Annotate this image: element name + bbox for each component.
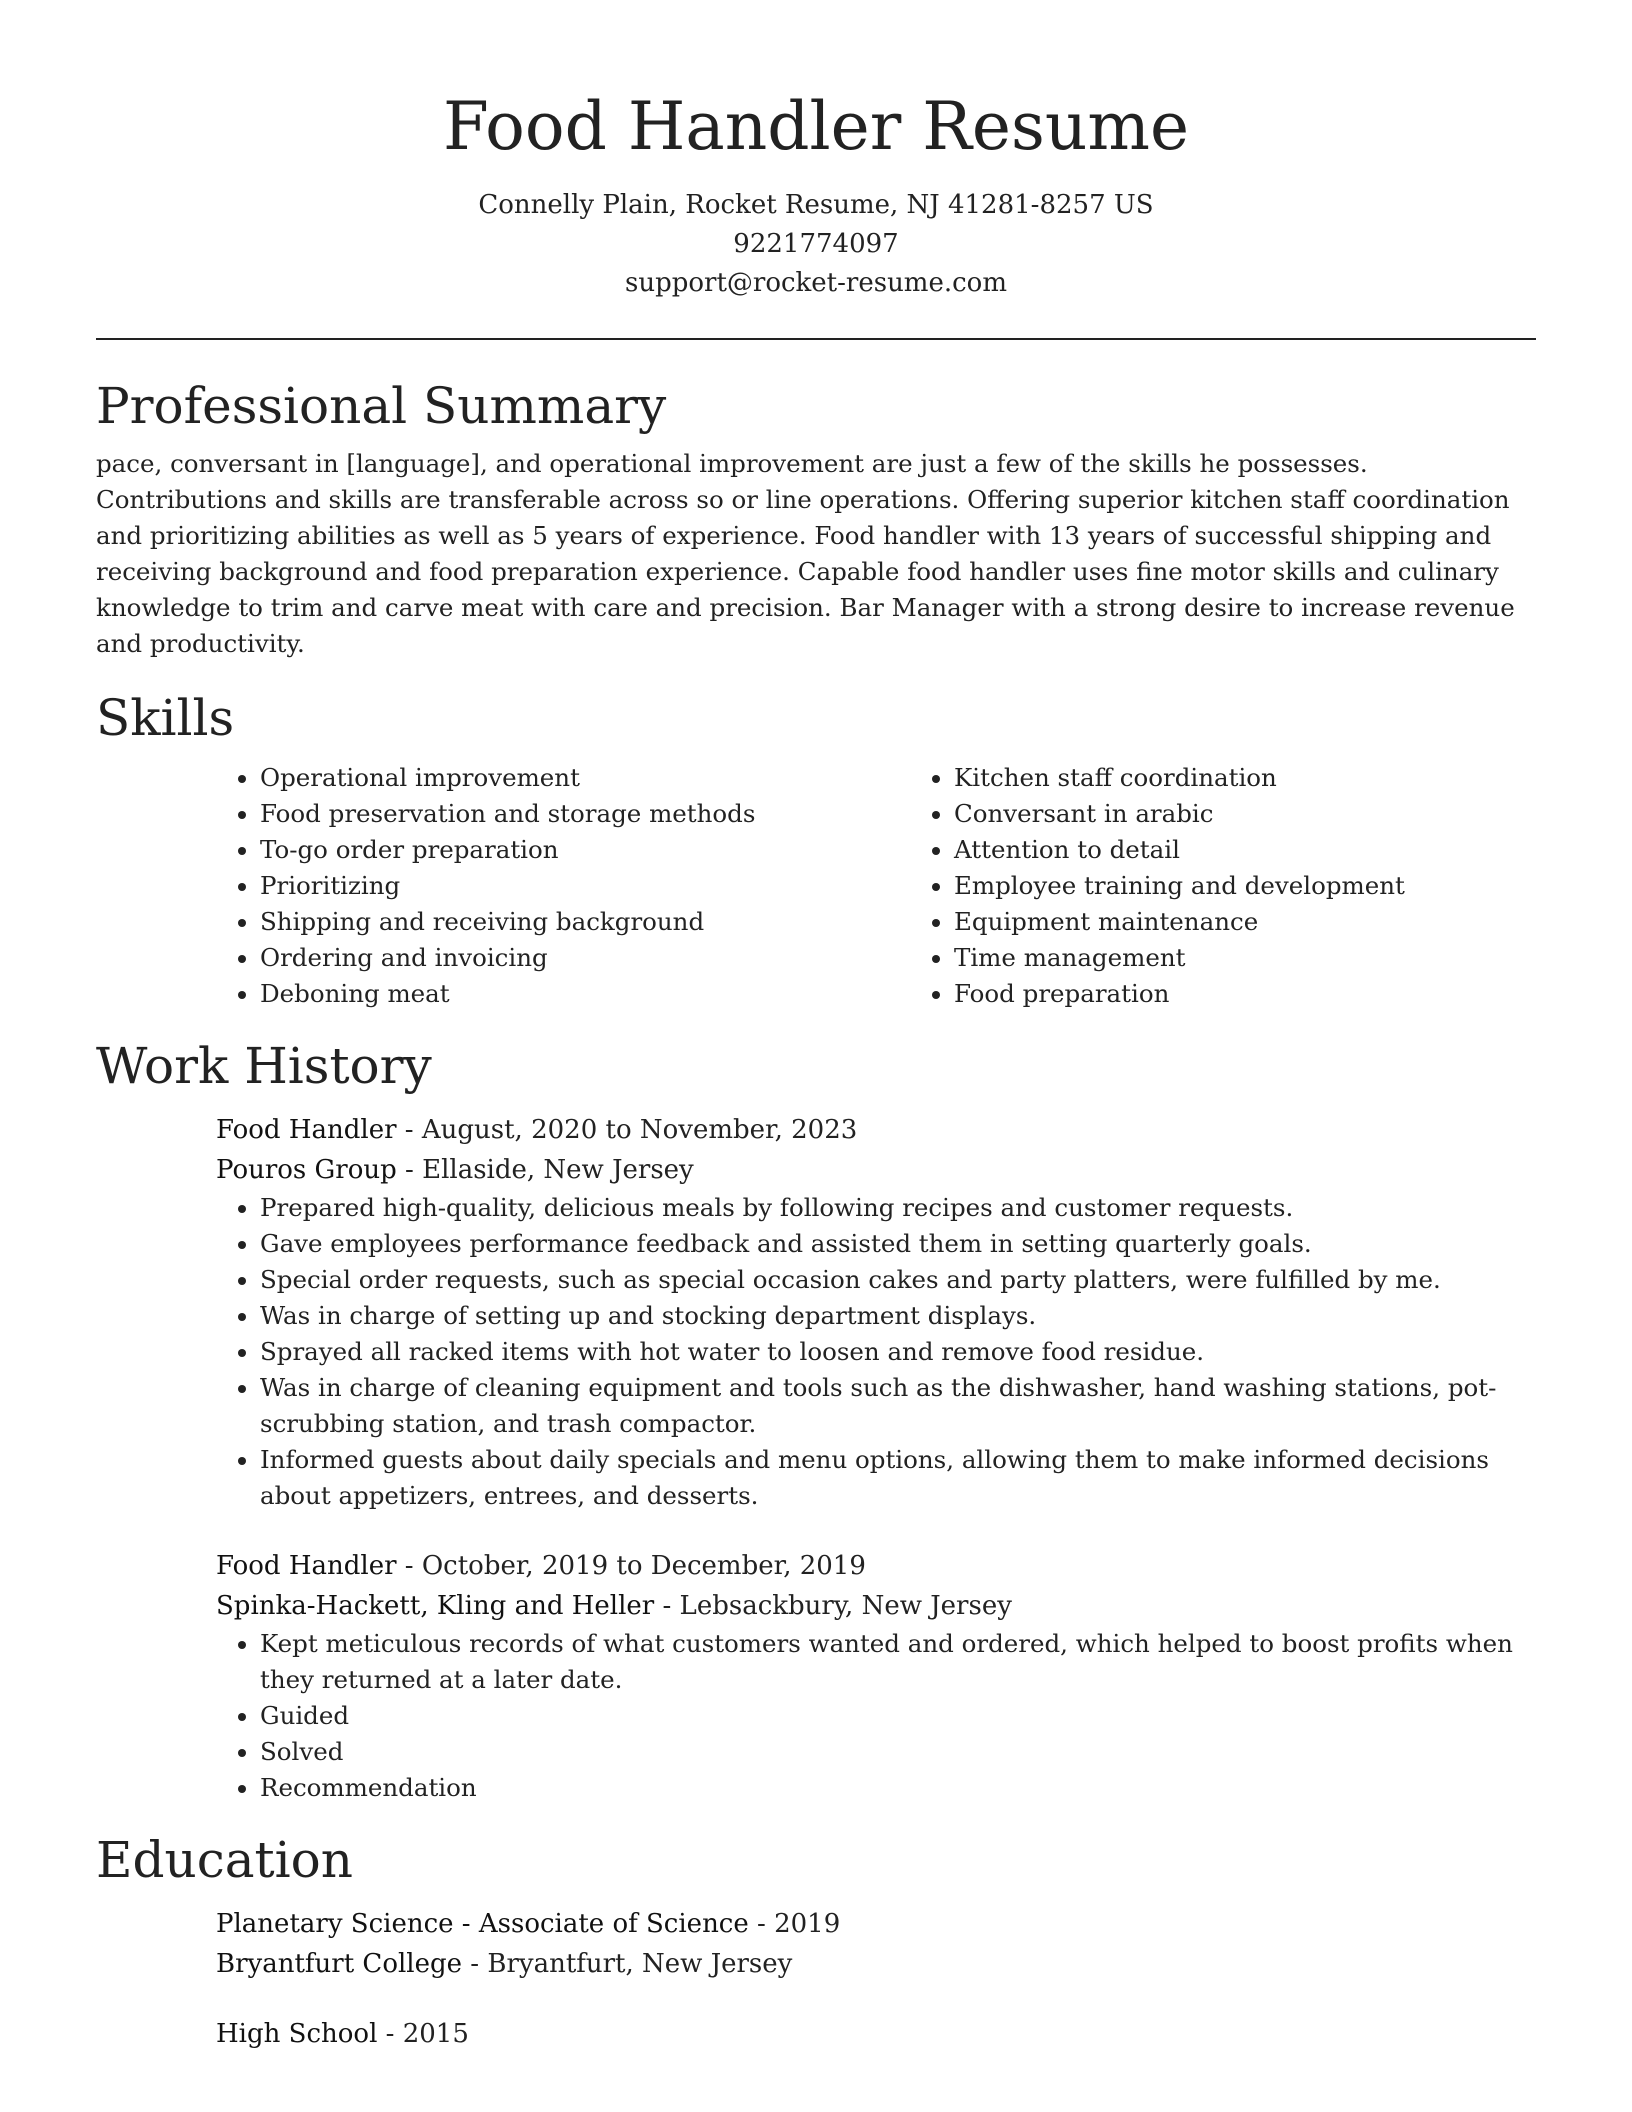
skill-item: • To-go order preparation	[260, 832, 910, 868]
education-section	[96, 1830, 1536, 2054]
job-duty: • Gave employees performance feedback and assisted them in setting quarterly goals.	[260, 1226, 1536, 1262]
education-school-line	[216, 1944, 1536, 1984]
job-location: - Lebsackbury, New Jersey	[654, 1591, 1012, 1621]
skills-list-left	[216, 760, 910, 1012]
contact-email: support@rocket-resume.com	[624, 268, 1007, 298]
summary-text: pace, conversant in [language], and operational improvement are just a few of the skills he possesses. Contributions and skills are transferable across so or line operations. Offering superior kitchen staff coordination and prioritizing abilities as well as 5 years of experience. Food handler with 13 years of successful shipping and receiving background and food preparation experience. Capable food handler uses fine motor skills and culinary knowledge to trim and carve meat with care and precision. Bar Manager with a strong desire to increase revenue and productivity.	[96, 449, 1515, 658]
work-history-heading: Work History	[96, 1037, 432, 1095]
job-duty: • Was in charge of cleaning equipment and tools such as the dishwasher, hand washing stations, pot-scrubbing station, and trash compactor.	[260, 1370, 1536, 1442]
skills-columns	[216, 760, 1536, 1012]
skill-item: • Kitchen staff coordination	[954, 760, 1604, 796]
skills-heading: Skills	[96, 689, 235, 747]
job-duty: • Prepared high-quality, delicious meals by following recipes and customer requests.	[260, 1190, 1536, 1226]
summary-section	[96, 376, 1536, 662]
education-degree: Planetary Science - Associate of Science	[216, 1909, 749, 1939]
contact-phone: 9221774097	[733, 229, 899, 259]
job-company: Pouros Group	[216, 1155, 397, 1185]
resume-page	[96, 0, 1536, 2054]
header-divider	[96, 338, 1536, 340]
job-entry	[216, 1546, 1536, 1806]
skill-item: • Prioritizing	[260, 868, 910, 904]
job-duty: • Guided	[260, 1698, 1536, 1734]
skill-item: • Ordering and invoicing	[260, 940, 910, 976]
skill-item: • Conversant in arabic	[954, 796, 1604, 832]
job-title-line	[216, 1546, 1536, 1586]
contact-address: Connelly Plain, Rocket Resume, NJ 41281-8257 US	[478, 190, 1154, 220]
education-degree: High School	[216, 2019, 378, 2049]
education-year: - 2019	[748, 1909, 841, 1939]
skill-item: • Employee training and development	[954, 868, 1604, 904]
job-duties-list	[216, 1626, 1536, 1806]
skill-item: • Equipment maintenance	[954, 904, 1604, 940]
skills-section	[96, 688, 1536, 1012]
skill-item: • Food preparation	[954, 976, 1604, 1012]
job-duty: • Special order requests, such as special occasion cakes and party platters, were fulfilled by me.	[260, 1262, 1536, 1298]
education-location: - Bryantfurt, New Jersey	[462, 1949, 793, 1979]
skill-item: • Operational improvement	[260, 760, 910, 796]
job-dates: - August, 2020 to November, 2023	[396, 1115, 858, 1145]
job-duty: • Informed guests about daily specials and menu options, allowing them to make informed decisions about appetizers, entrees, and desserts.	[260, 1442, 1536, 1514]
job-dates: - October, 2019 to December, 2019	[396, 1551, 866, 1581]
skills-list-right	[910, 760, 1604, 1012]
job-duty: • Kept meticulous records of what customers wanted and ordered, which helped to boost profits when they returned at a later date.	[260, 1626, 1536, 1698]
job-location: - Ellaside, New Jersey	[396, 1155, 694, 1185]
job-company-line	[216, 1150, 1536, 1190]
education-degree-line	[216, 2014, 1536, 2054]
job-duty: • Recommendation	[260, 1770, 1536, 1806]
job-duties-list	[216, 1190, 1536, 1514]
skill-item: • Food preservation and storage methods	[260, 796, 910, 832]
education-heading: Education	[96, 1831, 353, 1889]
job-entry	[216, 1110, 1536, 1514]
resume-title: Food Handler Resume	[442, 88, 1189, 165]
education-degree-line	[216, 1904, 1536, 1944]
skill-item: • Attention to detail	[954, 832, 1604, 868]
work-history-section	[96, 1036, 1536, 1806]
skill-item: • Time management	[954, 940, 1604, 976]
resume-header	[96, 0, 1536, 303]
job-title: Food Handler	[216, 1115, 397, 1145]
education-entry	[216, 1904, 1536, 1984]
skill-item: • Shipping and receiving background	[260, 904, 910, 940]
education-year: - 2015	[377, 2019, 469, 2049]
job-duty: • Solved	[260, 1734, 1536, 1770]
education-school: Bryantfurt College	[216, 1949, 463, 1979]
summary-heading: Professional Summary	[96, 377, 667, 435]
job-title: Food Handler	[216, 1551, 397, 1581]
job-duty: • Sprayed all racked items with hot water to loosen and remove food residue.	[260, 1334, 1536, 1370]
job-duty: • Was in charge of setting up and stocking department displays.	[260, 1298, 1536, 1334]
job-company: Spinka-Hackett, Kling and Heller	[216, 1591, 655, 1621]
education-entry	[216, 2014, 1536, 2054]
job-company-line	[216, 1586, 1536, 1626]
skill-item: • Deboning meat	[260, 976, 910, 1012]
job-title-line	[216, 1110, 1536, 1150]
